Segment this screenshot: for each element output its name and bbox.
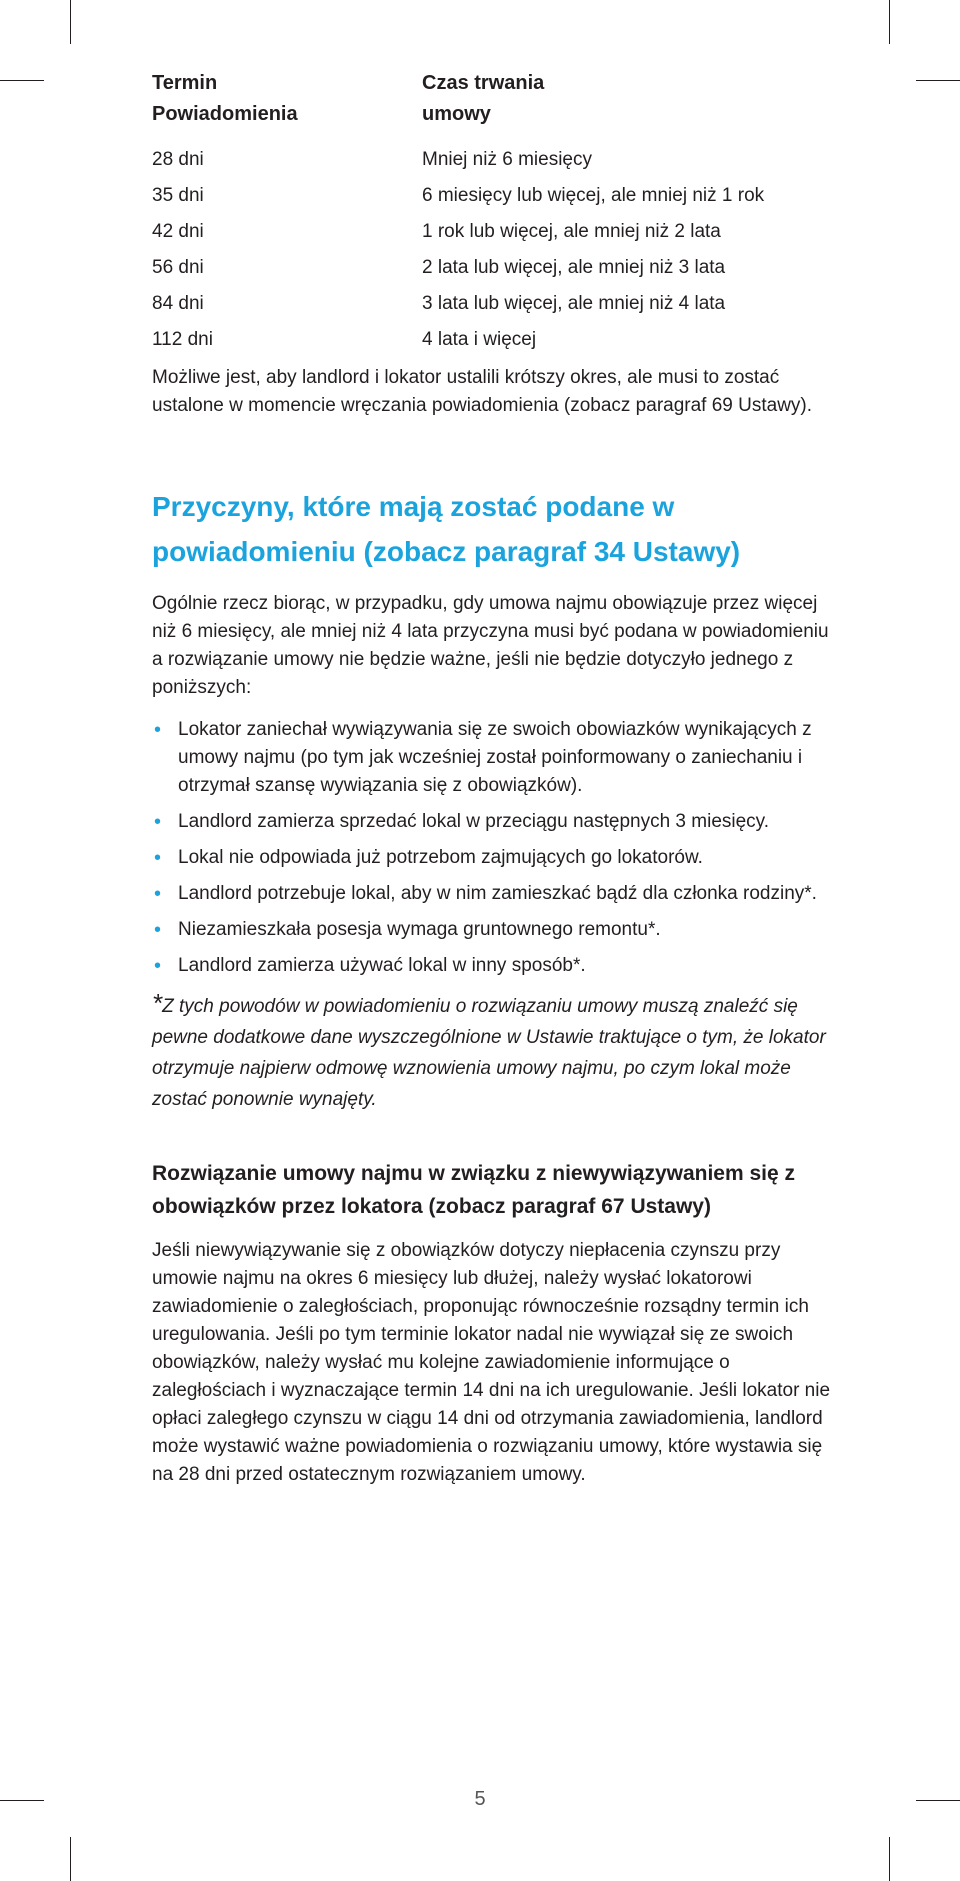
duration-cell: Mniej niż 6 miesięcy — [422, 149, 592, 170]
list-item-text: Niezamieszkała posesja wymaga gruntownego remontu*. — [178, 919, 661, 940]
list-item — [152, 844, 832, 872]
duration-cell: 4 lata i więcej — [422, 329, 537, 350]
list-item-text: Landlord potrzebuje lokal, aby w nim zamieszkać bądź dla członka rodziny*. — [178, 883, 817, 904]
bullet-icon: • — [154, 883, 162, 905]
duration-cell: 6 miesięcy lub więcej, ale mniej niż 1 rok — [422, 185, 765, 206]
list-item — [152, 916, 832, 944]
list-item-text: Landlord zamierza sprzedać lokal w przeciągu następnych 3 miesięcy. — [178, 811, 770, 832]
table-row — [152, 250, 832, 286]
bullet-icon: • — [154, 847, 162, 869]
crop-mark — [889, 1837, 890, 1881]
duration-cell: 3 lata lub więcej, ale mniej niż 4 lata — [422, 293, 726, 314]
bullet-icon: • — [154, 719, 162, 741]
table-row — [152, 286, 832, 322]
duration-cell: 1 rok lub więcej, ale mniej niż 2 lata — [422, 221, 721, 242]
crop-mark — [0, 80, 44, 81]
shorter-period-note: Możliwe jest, aby landlord i lokator ustalili krótszy okres, ale musi to zostać ustalone w momencie wręczania powiadomienia (zobacz paragraf 69 Ustawy). — [152, 367, 813, 416]
list-item — [152, 808, 832, 836]
crop-mark — [889, 0, 890, 44]
table-row — [152, 322, 832, 358]
list-item-text: Landlord zamierza używać lokal w inny sposób*. — [178, 955, 586, 976]
table-header — [152, 68, 832, 130]
list-item — [152, 880, 832, 908]
page-number: 5 — [474, 1788, 486, 1810]
bullet-icon: • — [154, 811, 162, 833]
list-item — [152, 716, 832, 800]
term-cell: 42 dni — [152, 221, 204, 242]
term-cell: 35 dni — [152, 185, 204, 206]
notice-period-table — [152, 68, 832, 358]
header-tenancy-duration: Czas trwania umowy — [422, 72, 545, 125]
crop-mark — [916, 80, 960, 81]
term-cell: 112 dni — [152, 329, 213, 350]
bullet-icon: • — [154, 955, 162, 977]
table-row — [152, 214, 832, 250]
termination-body: Jeśli niewywiązywanie się z obowiązków dotyczy niepłacenia czynszu przy umowie najmu na okres 6 miesięcy lub dłużej, należy wysłać lokatorowi zawiadomienie o zaległościach, proponując równocześnie rozsądny termin ich uregulowania. Jeśli po tym terminie lokator nadal nie wywiązał się ze swoich obowiązków, należy wysłać mu kolejne zawiadomienie informujące o zaległościach i wyznaczające termin 14 dni na ich uregulowanie. Jeśli lokator nie opłaci zaległego czynszu w ciągu 14 dni od otrzymania zawiadomienia, landlord może wystawić ważne powiadomienia o rozwiązaniu umowy, które wystawia się na 28 dni przed ostatecznym rozwiązaniem umowy. — [152, 1240, 831, 1485]
term-cell: 28 dni — [152, 149, 204, 170]
bullet-icon: • — [154, 919, 162, 941]
duration-cell: 2 lata lub więcej, ale mniej niż 3 lata — [422, 257, 726, 278]
footnote-text: Z tych powodów w powiadomieniu o rozwiązaniu umowy muszą znaleźć się pewne dodatkowe dane wyszczególnione w Ustawie traktujące o tym, że lokator otrzymuje najpierw odmowę wznowienia umowy najmu, po czym lokal może zostać ponownie wynajęty. — [152, 996, 826, 1110]
crop-mark — [70, 0, 71, 44]
term-cell: 84 dni — [152, 293, 204, 314]
table-row — [152, 142, 832, 178]
reasons-list — [152, 716, 832, 980]
crop-mark — [70, 1837, 71, 1881]
reasons-intro: Ogólnie rzecz biorąc, w przypadku, gdy umowa najmu obowiązuje przez więcej niż 6 miesięcy, ale mniej niż 4 lata przyczyna musi być podana w powiadomieniu a rozwiązanie umowy nie będzie ważne, jeśli nie będzie dotyczyło jednego z poniższych: — [152, 593, 829, 698]
list-item-text: Lokator zaniechał wywiązywania się ze swoich obowiazków wynikających z umowy najmu (po tym jak wcześniej został poinformowany o zaniechaniu i otrzymał szansę wywiązania się z obowiązków). — [178, 719, 812, 796]
list-item — [152, 952, 832, 980]
termination-heading: Rozwiązanie umowy najmu w związku z niewywiązywaniem się z obowiązków przez lokatora (zobacz paragraf 67 Ustawy) — [152, 1162, 796, 1218]
table-row — [152, 178, 832, 214]
page-content — [152, 68, 832, 1489]
list-item-text: Lokal nie odpowiada już potrzebom zajmujących go lokatorów. — [178, 847, 703, 868]
footnote-marker: * — [152, 988, 163, 1018]
term-cell: 56 dni — [152, 257, 204, 278]
footnote — [152, 988, 832, 1115]
header-notice-term: Termin Powiadomienia — [152, 72, 298, 125]
reasons-heading: Przyczyny, które mają zostać podane w powiadomieniu (zobacz paragraf 34 Ustawy) — [152, 491, 741, 567]
